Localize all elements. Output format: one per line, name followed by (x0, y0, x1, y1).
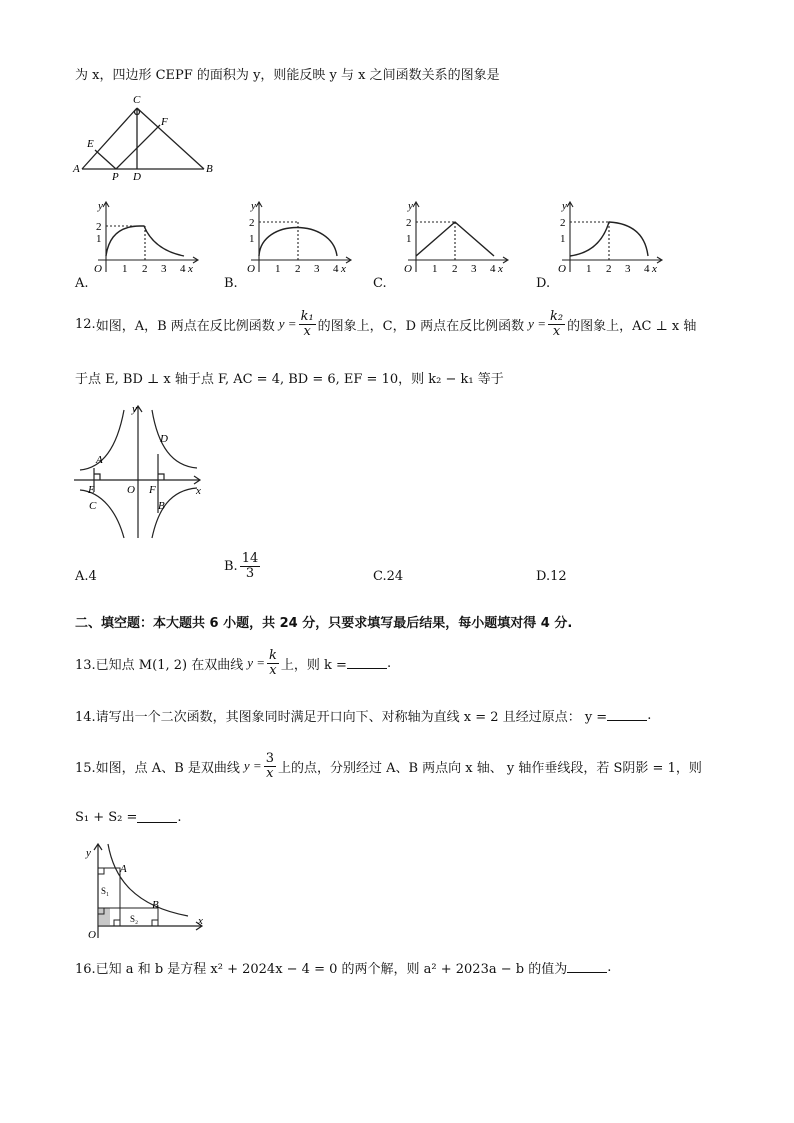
q11-graph-d-xaxis: x (652, 263, 657, 275)
q11-graph-c-xaxis: x (498, 263, 503, 275)
q11-option-d: D. (536, 276, 551, 291)
q12-option-a: A.4 (75, 569, 97, 584)
q11-graph-c-tick-y1: 1 (406, 233, 412, 245)
q15-label-s1: S₁ (101, 886, 110, 896)
q11-graph-b-yaxis: y (251, 200, 256, 212)
q12-frac1-den: x (303, 323, 311, 339)
q12-label-b: B (158, 500, 165, 512)
q12-label-o: O (127, 484, 135, 496)
q11-graph-d-tick-x2: 2 (606, 263, 612, 275)
q15-label-s2: S₂ (130, 914, 139, 924)
q11-graph-c-tick-x3: 3 (471, 263, 477, 275)
q11-graph-b-tick-x1: 1 (275, 263, 281, 275)
q12-text-c: 的图象上，AC ⊥ x 轴 (567, 318, 697, 334)
q15-label-b: B (152, 899, 159, 911)
q11-label-c: C (133, 94, 141, 106)
q11-graph-d-yaxis: y (562, 200, 567, 212)
q12-label-a: A (96, 454, 103, 466)
q11-label-a: A (73, 163, 80, 175)
q13-end: . (386, 655, 392, 671)
q12-text-a: 如图，A，B 两点在反比例函数 (95, 318, 275, 334)
q12-frac2-num: k₂ (549, 308, 564, 324)
q11-graph-b-xaxis: x (341, 263, 346, 275)
q11-graph-a-tick-x1: 1 (122, 263, 128, 275)
q12-option-b-num: 14 (241, 551, 259, 566)
q16-text: 16.已知 a 和 b 是方程 x² + 2024x − 4 = 0 的两个解，则 a² + 2023a − b 的值为 (75, 962, 568, 977)
q15-label-x: x (198, 915, 203, 927)
q11-graph-d-tick-x4: 4 (644, 263, 650, 275)
q15-text-b: 上的点，分别经过 A、B 两点向 x 轴、 y 轴作垂线段，若 S阴影 = 1，则 (277, 760, 702, 776)
q12-label-f: F (149, 484, 156, 496)
q15-label-o: O (88, 929, 96, 941)
q12-frac1-num: k₁ (300, 308, 314, 324)
q15-line1: 15.如图，点 A、B 是双曲线 y = $\frac{3}{x}$ 上的点，分别经过 A、B 两点向 x 轴、 y 轴作垂线段，若 S阴影 = 1，则 (75, 750, 702, 781)
q11-label-p: P (112, 171, 119, 182)
q14-text: 14.请写出一个二次函数，其图象同时满足开口向下、对称轴为直线 x = 2 且经过原点： y = (75, 710, 608, 725)
q12-hyperbola-figure (72, 398, 212, 542)
q16 (75, 958, 611, 977)
q15-label-a: A (120, 863, 127, 875)
q12-option-b (224, 552, 262, 580)
q11-graph-b-tick-y2: 2 (249, 217, 255, 229)
q13-answer-blank (347, 658, 387, 669)
q12-line2: 于点 E, BD ⊥ x 轴于点 F, AC = 4, BD = 6, EF = 10，则 k₂ − k₁ 等于 (75, 372, 504, 387)
q12-option-b-den: 3 (245, 565, 255, 581)
q16-end: . (607, 960, 612, 975)
q11-label-b: B (206, 163, 213, 175)
q15-label-y: y (86, 847, 91, 859)
q11-graph-b-tick-x4: 4 (333, 263, 339, 275)
q11-graph-a-yaxis: y (98, 200, 103, 212)
q14-end: . (647, 708, 652, 723)
q15-line2 (75, 810, 182, 825)
q13-text-a: 13.已知点 M(1, 2) 在双曲线 (75, 657, 244, 673)
q15-frac-den: x (266, 765, 274, 781)
q11-graph-c-origin: O (404, 263, 412, 275)
q11-option-b: B. (224, 276, 238, 291)
q13-text-b: 上，则 k = (280, 657, 347, 673)
q13-frac-num: k (269, 647, 277, 663)
q11-label-e: E (87, 138, 94, 150)
q14-answer-blank (607, 710, 647, 721)
q11-graph-a-tick-x3: 3 (161, 263, 167, 275)
q15-hyperbola-figure (84, 838, 214, 944)
q11-graph-a-tick-x4: 4 (180, 263, 186, 275)
q11-graph-c-tick-x2: 2 (452, 263, 458, 275)
q11-option-a: A. (75, 276, 89, 291)
q11-graph-b-tick-x3: 3 (314, 263, 320, 275)
q15-text-a: 15.如图，点 A、B 是双曲线 (75, 760, 240, 776)
q12-option-b-prefix: B. (224, 558, 238, 574)
q11-graph-c-tick-y2: 2 (406, 217, 412, 229)
q11-graph-d (548, 198, 668, 278)
q11-option-c: C. (373, 276, 387, 291)
q11-triangle-figure (70, 92, 220, 182)
q12-label-x: x (196, 485, 201, 497)
q12-label-e: E (88, 484, 95, 496)
q12-frac2-den: x (552, 323, 561, 339)
q11-graph-b-origin: O (247, 263, 255, 275)
q11-graph-d-tick-y1: 1 (560, 233, 566, 245)
q11-graph-a (84, 198, 204, 278)
q12-option-c: C.24 (373, 569, 404, 584)
q11-graph-c-tick-x4: 4 (490, 263, 496, 275)
q15-line2-text: S₁ + S₂ = (75, 810, 138, 825)
q14 (75, 706, 651, 725)
q11-graph-b (237, 198, 357, 278)
q11-graph-a-tick-y2: 2 (96, 221, 102, 233)
q12-label-c: C (89, 500, 97, 512)
q12-option-d: D.12 (536, 569, 567, 584)
q11-graph-a-tick-x2: 2 (142, 263, 148, 275)
q15-end: . (177, 810, 182, 825)
q11-graph-b-tick-y1: 1 (249, 233, 255, 245)
q11-graph-b-tick-x2: 2 (295, 263, 301, 275)
q11-label-f: F (161, 116, 168, 128)
q11-graph-a-xaxis: x (188, 263, 193, 275)
q13: 13.已知点 M(1, 2) 在双曲线 y = $\frac{k}{x}$ 上，则 k = . (75, 647, 392, 678)
q15-answer-blank (137, 812, 177, 823)
q11-graph-d-origin: O (558, 263, 566, 275)
q12-label-y: y (132, 403, 137, 415)
q11-graph-a-tick-y1: 1 (96, 233, 102, 245)
q11-intro: 为 x，四边形 CEPF 的面积为 y，则能反映 y 与 x 之间函数关系的图象是 (75, 68, 500, 83)
q11-graph-d-tick-x3: 3 (625, 263, 631, 275)
section2-heading: 二、填空题：本大题共 6 小题，共 24 分，只要求填写最后结果，每小题填对得 4 分. (75, 616, 573, 631)
q13-frac-den: x (269, 662, 277, 678)
q12-text-b: 的图象上，C，D 两点在反比例函数 (317, 318, 525, 334)
q11-label-d: D (133, 171, 141, 182)
q12-number: 12. (75, 316, 96, 332)
q15-frac-num: 3 (265, 750, 274, 766)
q11-graph-d-tick-x1: 1 (586, 263, 592, 275)
q11-graph-c-yaxis: y (408, 200, 413, 212)
q12-label-d: D (160, 433, 168, 445)
q11-graph-d-tick-y2: 2 (560, 217, 566, 229)
q11-graph-a-origin: O (94, 263, 102, 275)
q12-line1: 12. 如图，A，B 两点在反比例函数 y = $\frac{\text{k₁}}{x}$ 的图象上，C，D 两点在反比例函数 y = $\frac{\text{k₂}}{x}$ 的图象上，AC ⊥ x 轴 (75, 308, 697, 339)
q11-graph-c (394, 198, 514, 278)
q11-graph-c-tick-x1: 1 (432, 263, 438, 275)
q16-answer-blank (567, 962, 607, 973)
